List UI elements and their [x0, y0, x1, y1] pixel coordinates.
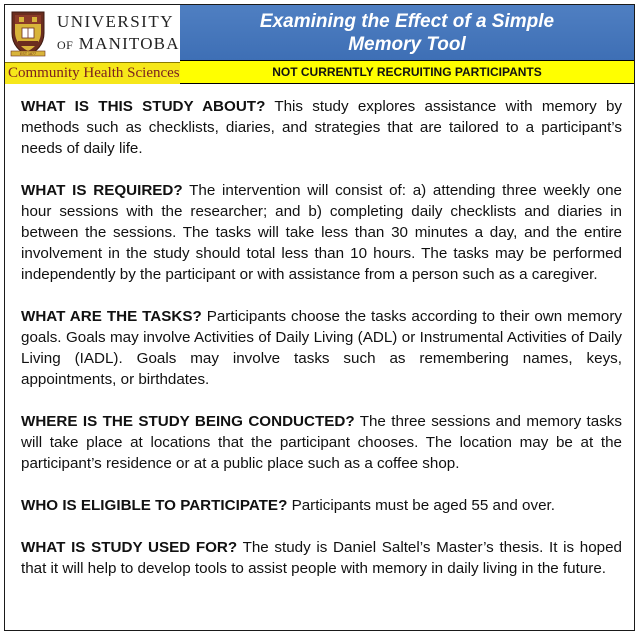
section-answer: Participants choose the tasks according to their own memory goals. Goals may involve Activities of Daily Living (ADL) or Instrumental Activities of Daily Living (IADL). Goals may involve tasks such as remembering names, keys, appointments, or birthdates.	[21, 308, 622, 388]
section-question: WHAT IS STUDY USED FOR?	[21, 539, 238, 556]
university-name-of: OF	[57, 38, 74, 52]
section-answer: The study is Daniel Saltel’s Master’s thesis. It is hoped that it will help to develop tools to assist people with memory in daily living in the future.	[21, 539, 622, 577]
section-answer: The intervention will consist of: a) attending three weekly one hour sessions with the researcher; and b) completing daily checklists and diaries in between the sessions. The tasks will take less than 30 minutes a day, and the entire involvement in the study should total less than 10 hours. The tasks may be performed independently by the participant or with assistance from a person such as a caregiver.	[21, 182, 622, 283]
study-title-line1: Examining the Effect of a Simple	[259, 11, 555, 32]
university-name-manitoba: MANITOBA	[78, 34, 180, 53]
department-bar	[5, 62, 180, 84]
study-title	[180, 5, 634, 60]
section-answer: Participants must be aged 55 and over.	[287, 497, 555, 514]
study-title-line2: Memory Tool	[348, 34, 466, 55]
section-required	[21, 180, 622, 285]
crest-motto: EST 1877	[20, 52, 36, 56]
study-details	[21, 96, 622, 579]
university-crest-icon	[9, 9, 47, 57]
section-location	[21, 411, 622, 474]
poster-header	[5, 5, 634, 85]
section-study-about	[21, 96, 622, 159]
section-eligibility	[21, 495, 622, 516]
university-name-line1: UNIVERSITY	[57, 12, 174, 31]
section-question: WHAT IS THIS STUDY ABOUT?	[21, 98, 266, 115]
university-name-line2	[57, 34, 180, 54]
poster-frame	[4, 4, 635, 631]
section-question: WHAT ARE THE TASKS?	[21, 308, 202, 325]
section-question: WHAT IS REQUIRED?	[21, 182, 183, 199]
section-question: WHO IS ELIGIBLE TO PARTICIPATE?	[21, 497, 288, 514]
section-answer: This study explores assistance with memory by methods such as checklists, diaries, and strategies that are tailored to a participant’s needs of daily life.	[21, 98, 622, 157]
department-name: Community Health Sciences	[8, 65, 180, 81]
section-question: WHERE IS THE STUDY BEING CONDUCTED?	[21, 413, 355, 430]
university-logo	[5, 5, 180, 65]
recruitment-status-badge: NOT CURRENTLY RECRUITING PARTICIPANTS	[180, 60, 634, 84]
section-answer: The three sessions and memory tasks will take place at locations that the participant chooses. The location may be at the participant’s residence or at a public place such as a coffee shop.	[21, 413, 622, 472]
section-purpose	[21, 537, 622, 579]
section-tasks	[21, 306, 622, 390]
